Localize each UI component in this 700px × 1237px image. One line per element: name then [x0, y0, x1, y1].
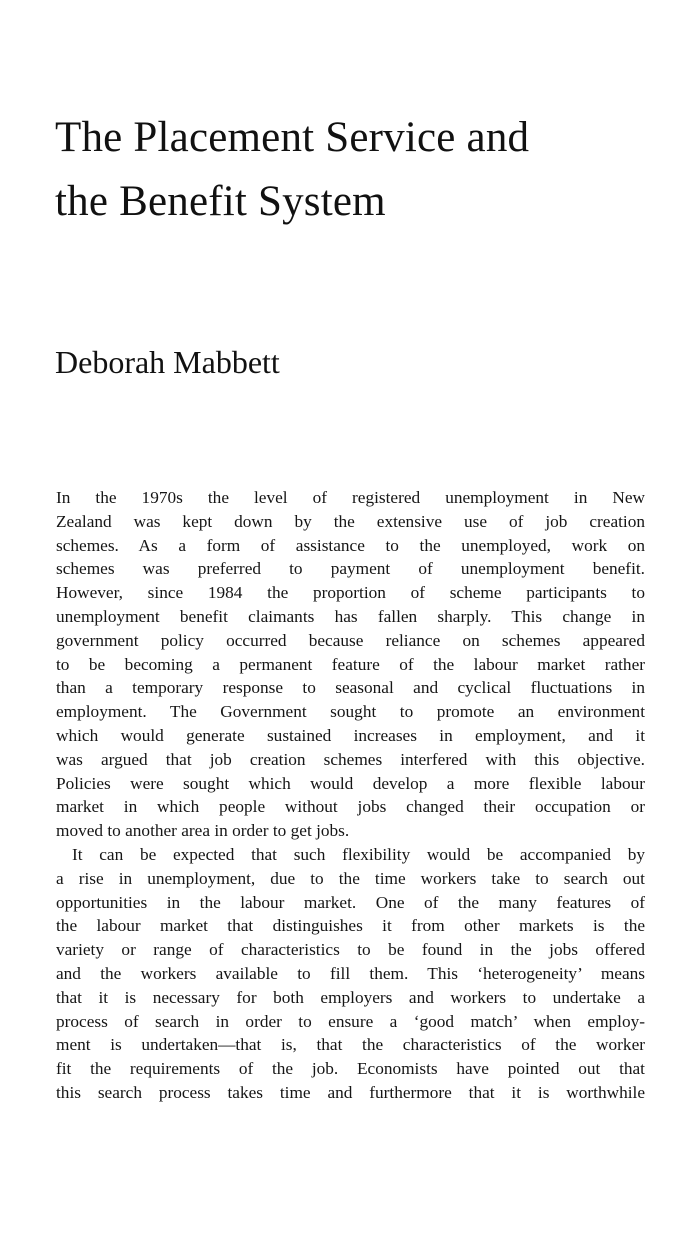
text-line: that it is necessary for both employers and workers to undertake a [56, 987, 645, 1007]
text-line: process of search in order to ensure a ‘good match’ when employ- [56, 1011, 645, 1031]
text-line: unemployment benefit claimants has fallen sharply. This change in [56, 606, 645, 626]
text-line: ment is undertaken—that is, that the characteristics of the worker [56, 1035, 645, 1055]
text-line: employment. The Government sought to promote an environment [56, 702, 645, 722]
text-line: government policy occurred because reliance on schemes appeared [56, 630, 645, 650]
text-line: schemes was preferred to payment of unemployment benefit. [56, 559, 645, 579]
text-line: was argued that job creation schemes interfered with this objective. [56, 749, 645, 769]
text-line: moved to another area in order to get jobs. [56, 821, 350, 841]
title-line: The Placement Service and [55, 114, 530, 161]
article-body [56, 486, 645, 1105]
text-line: variety or range of characteristics to be found in the jobs offered [56, 940, 645, 960]
text-line: this search process takes time and furthermore that it is worthwhile [56, 1082, 645, 1102]
text-line: to be becoming a permanent feature of the labour market rather [56, 654, 645, 674]
text-line: Policies were sought which would develop a more flexible labour [56, 773, 645, 793]
text-line: However, since 1984 the proportion of scheme participants to [56, 583, 645, 603]
text-line: opportunities in the labour market. One of the many features of [56, 892, 645, 912]
text-line: fit the requirements of the job. Economists have pointed out that [56, 1059, 645, 1079]
text-line: and the workers available to fill them. This ‘heterogeneity’ means [56, 963, 645, 983]
paragraph-2 [56, 843, 645, 1105]
article-author: Deborah Mabbett [55, 344, 280, 380]
text-line: the labour market that distinguishes it from other markets is the [56, 916, 645, 936]
text-line: It can be expected that such flexibility would be accompanied by [72, 844, 645, 864]
text-line: Zealand was kept down by the extensive use of job creation [56, 511, 645, 531]
text-line: market in which people without jobs changed their occupation or [56, 797, 645, 817]
article-title [55, 106, 675, 234]
text-line: In the 1970s the level of registered unemployment in New [56, 488, 645, 507]
paragraph-1 [56, 486, 645, 843]
text-line: which would generate sustained increases in employment, and it [56, 725, 645, 745]
text-line: schemes. As a form of assistance to the unemployed, work on [56, 535, 645, 555]
text-line: a rise in unemployment, due to the time workers take to search out [56, 868, 645, 888]
title-line: the Benefit System [55, 178, 386, 225]
text-line: than a temporary response to seasonal and cyclical fluctuations in [56, 678, 645, 698]
